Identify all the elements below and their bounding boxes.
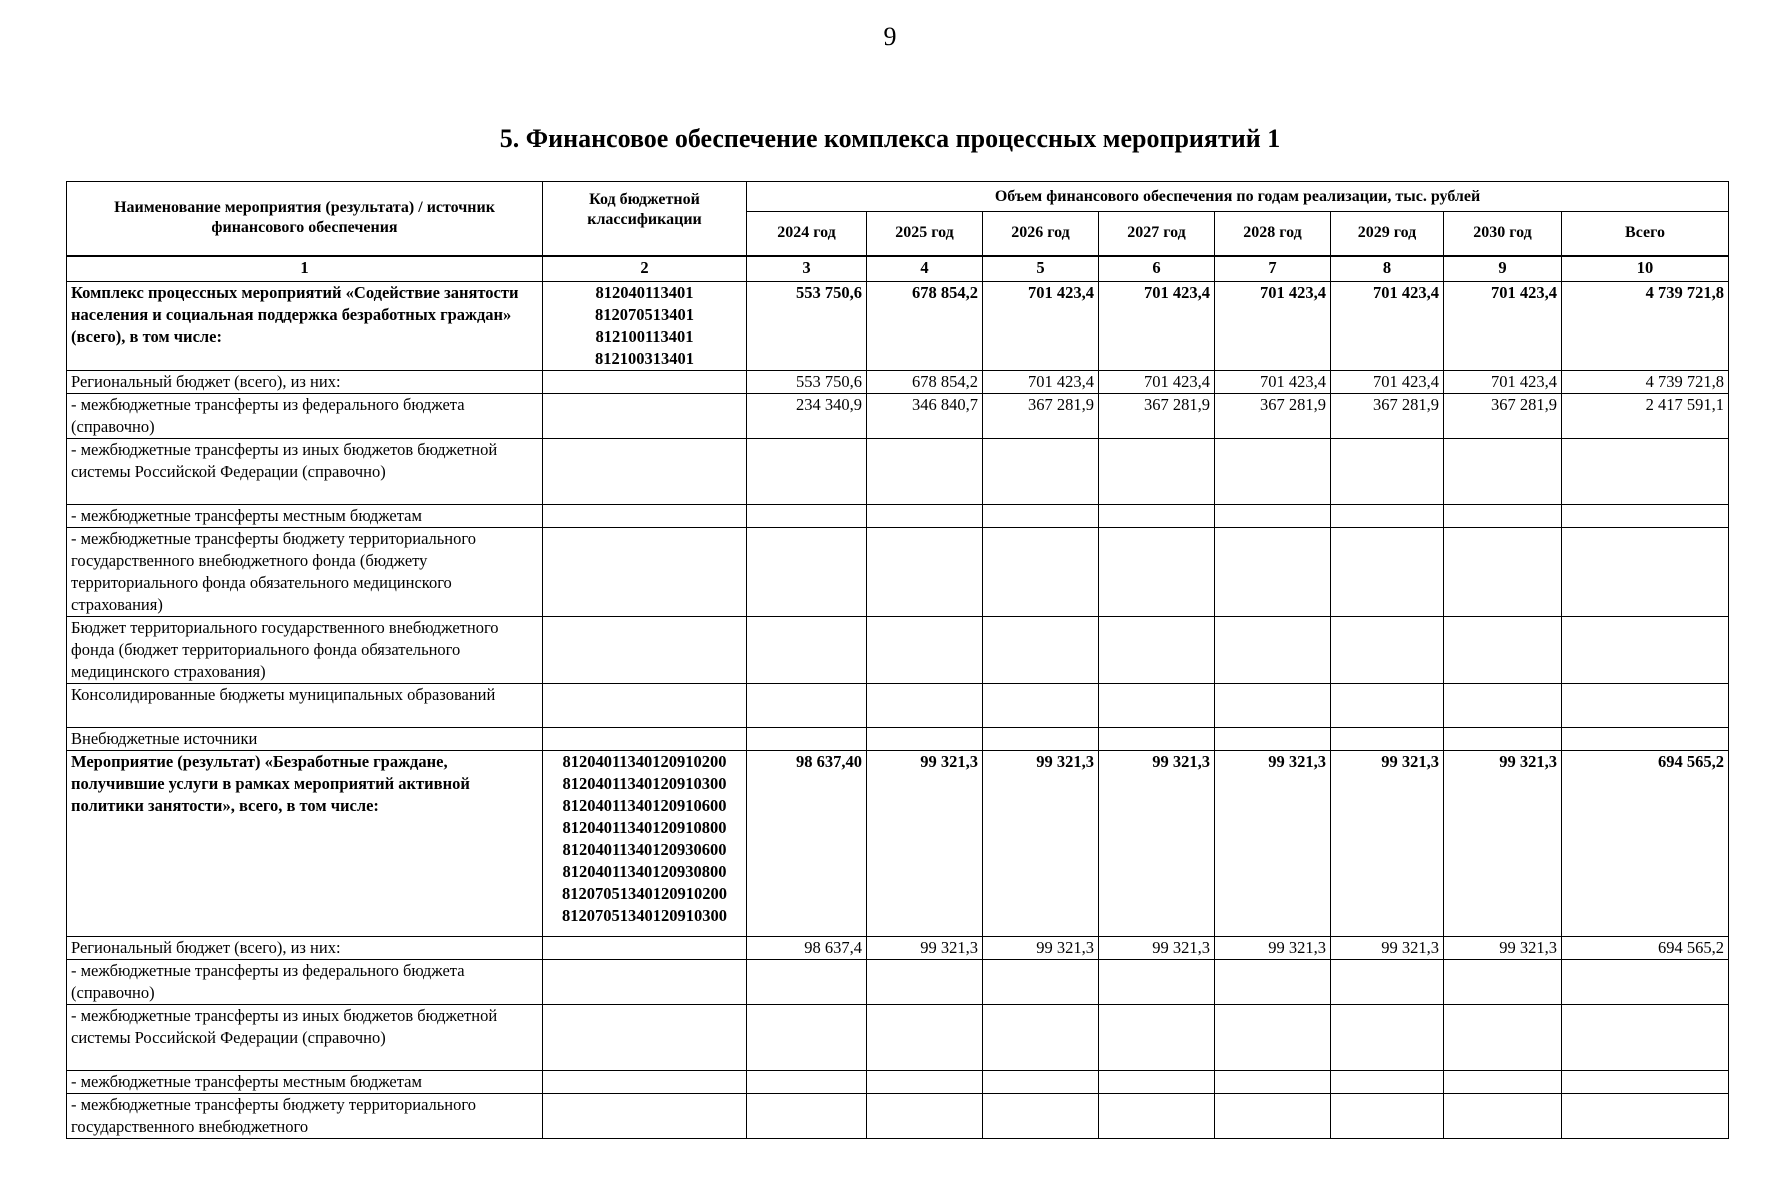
row-code-cell <box>543 370 747 393</box>
table-row <box>67 393 1729 438</box>
row-year-value-cell <box>867 1070 983 1093</box>
budget-code: 81204011340120910300 <box>562 773 727 793</box>
row-year-value-cell: 98 637,4 <box>747 936 867 959</box>
row-year-value-cell: 99 321,3 <box>1215 750 1331 936</box>
row-year-value-cell: 701 423,4 <box>1331 281 1444 370</box>
budget-code: 81204011340120910200 <box>562 751 727 771</box>
table-row <box>67 616 1729 683</box>
row-year-value-cell <box>1444 438 1562 504</box>
row-total-cell: 694 565,2 <box>1562 936 1729 959</box>
column-number: 3 <box>747 256 867 282</box>
row-year-value-cell: 701 423,4 <box>1331 370 1444 393</box>
row-name-cell: Бюджет территориального государственного внебюджетного фонда (бюджет территориального фонда обязательного медицинского страхования) <box>67 616 543 683</box>
row-year-value-cell <box>867 727 983 750</box>
row-year-value-cell <box>1215 683 1331 727</box>
table-row <box>67 1070 1729 1093</box>
row-year-value-cell <box>1444 1070 1562 1093</box>
row-total-cell <box>1562 504 1729 527</box>
column-number: 10 <box>1562 256 1729 282</box>
row-year-value-cell <box>1099 1093 1215 1138</box>
budget-code: 812070513401 <box>595 304 694 324</box>
column-number: 6 <box>1099 256 1215 282</box>
budget-code: 81207051340120910300 <box>562 905 727 925</box>
row-year-value-cell: 99 321,3 <box>1099 936 1215 959</box>
row-name-cell: - межбюджетные трансферты местным бюджетам <box>67 1070 543 1093</box>
row-year-value-cell: 701 423,4 <box>1215 281 1331 370</box>
row-year-value-cell <box>983 1004 1099 1070</box>
row-year-value-cell: 98 637,40 <box>747 750 867 936</box>
row-name-cell: - межбюджетные трансферты из федерального бюджета (справочно) <box>67 959 543 1004</box>
row-year-value-cell <box>867 683 983 727</box>
budget-code: 81204011340120930600 <box>562 839 727 859</box>
table-row <box>67 370 1729 393</box>
row-year-value-cell: 99 321,3 <box>1331 936 1444 959</box>
header-year-2030: 2030 год <box>1444 212 1562 256</box>
row-year-value-cell: 99 321,3 <box>1444 750 1562 936</box>
row-code-cell <box>543 527 747 616</box>
column-number: 4 <box>867 256 983 282</box>
row-total-cell: 4 739 721,8 <box>1562 281 1729 370</box>
row-year-value-cell <box>983 683 1099 727</box>
row-year-value-cell <box>983 1093 1099 1138</box>
header-year-2029: 2029 год <box>1331 212 1444 256</box>
row-year-value-cell <box>983 1070 1099 1093</box>
row-code-cell <box>543 393 747 438</box>
row-year-value-cell <box>1099 959 1215 1004</box>
row-total-cell <box>1562 683 1729 727</box>
row-total-cell <box>1562 527 1729 616</box>
row-year-value-cell: 553 750,6 <box>747 281 867 370</box>
row-year-value-cell <box>1099 616 1215 683</box>
column-number: 9 <box>1444 256 1562 282</box>
financing-table <box>66 181 1729 1139</box>
row-total-cell <box>1562 1093 1729 1138</box>
row-year-value-cell <box>983 616 1099 683</box>
row-code-cell <box>543 683 747 727</box>
row-year-value-cell <box>1215 527 1331 616</box>
row-name-cell: - межбюджетные трансферты местным бюджетам <box>67 504 543 527</box>
row-year-value-cell: 678 854,2 <box>867 281 983 370</box>
row-year-value-cell <box>983 504 1099 527</box>
row-year-value-cell: 99 321,3 <box>867 936 983 959</box>
row-total-cell <box>1562 438 1729 504</box>
row-name-cell: - межбюджетные трансферты из иных бюджетов бюджетной системы Российской Федерации (справочно) <box>67 1004 543 1070</box>
budget-code: 812100313401 <box>595 348 694 368</box>
row-year-value-cell <box>1331 616 1444 683</box>
row-year-value-cell: 701 423,4 <box>983 370 1099 393</box>
row-total-cell: 2 417 591,1 <box>1562 393 1729 438</box>
row-year-value-cell <box>1215 1070 1331 1093</box>
table-row <box>67 527 1729 616</box>
row-year-value-cell <box>867 616 983 683</box>
row-year-value-cell: 99 321,3 <box>1099 750 1215 936</box>
row-year-value-cell: 99 321,3 <box>983 750 1099 936</box>
row-year-value-cell <box>1331 1093 1444 1138</box>
header-code-column: Код бюджетной классификации <box>543 182 747 256</box>
row-code-cell <box>543 281 747 370</box>
row-year-value-cell: 367 281,9 <box>1444 393 1562 438</box>
table-row <box>67 504 1729 527</box>
budget-code: 812100113401 <box>595 326 694 346</box>
row-code-cell <box>543 504 747 527</box>
row-year-value-cell <box>1331 1004 1444 1070</box>
row-year-value-cell <box>747 438 867 504</box>
table-row <box>67 438 1729 504</box>
row-year-value-cell <box>1215 504 1331 527</box>
table-row <box>67 1004 1729 1070</box>
row-year-value-cell <box>867 504 983 527</box>
row-year-value-cell <box>747 727 867 750</box>
row-code-cell <box>543 750 747 936</box>
row-code-cell <box>543 936 747 959</box>
row-year-value-cell <box>867 438 983 504</box>
row-year-value-cell <box>867 959 983 1004</box>
row-total-cell: 694 565,2 <box>1562 750 1729 936</box>
row-year-value-cell: 367 281,9 <box>983 393 1099 438</box>
row-year-value-cell: 678 854,2 <box>867 370 983 393</box>
row-year-value-cell: 701 423,4 <box>1099 281 1215 370</box>
column-number: 7 <box>1215 256 1331 282</box>
row-year-value-cell: 701 423,4 <box>983 281 1099 370</box>
budget-code: 81204011340120930800 <box>562 861 727 881</box>
row-name-cell: - межбюджетные трансферты из иных бюджетов бюджетной системы Российской Федерации (справочно) <box>67 438 543 504</box>
row-year-value-cell: 234 340,9 <box>747 393 867 438</box>
row-year-value-cell <box>747 616 867 683</box>
header-name-column: Наименование мероприятия (результата) / источник финансового обеспечения <box>67 182 543 256</box>
header-year-2027: 2027 год <box>1099 212 1215 256</box>
row-year-value-cell: 99 321,3 <box>1215 936 1331 959</box>
row-year-value-cell <box>747 959 867 1004</box>
row-year-value-cell <box>1444 727 1562 750</box>
row-year-value-cell <box>1099 527 1215 616</box>
row-year-value-cell <box>1331 1070 1444 1093</box>
row-year-value-cell <box>867 1004 983 1070</box>
row-year-value-cell <box>1099 504 1215 527</box>
header-volume-group: Объем финансового обеспечения по годам реализации, тыс. рублей <box>747 182 1729 212</box>
row-year-value-cell: 701 423,4 <box>1215 370 1331 393</box>
row-year-value-cell <box>1215 959 1331 1004</box>
row-name-cell: - межбюджетные трансферты бюджету территориального государственного внебюджетного фонда (бюджету территориального фонда обязательного медицинского страхования) <box>67 527 543 616</box>
row-total-cell <box>1562 1004 1729 1070</box>
table-row <box>67 281 1729 370</box>
budget-code: 812040113401 <box>595 282 694 302</box>
header-year-2028: 2028 год <box>1215 212 1331 256</box>
row-year-value-cell <box>1331 504 1444 527</box>
row-name-cell: - межбюджетные трансферты из федерального бюджета (справочно) <box>67 393 543 438</box>
row-year-value-cell: 99 321,3 <box>1444 936 1562 959</box>
row-year-value-cell: 701 423,4 <box>1099 370 1215 393</box>
row-year-value-cell <box>1215 1004 1331 1070</box>
budget-code: 81204011340120910600 <box>562 795 727 815</box>
row-name-cell: Комплекс процессных мероприятий «Содействие занятости населения и социальная поддержка безработных граждан» (всего), в том числе: <box>67 281 543 370</box>
row-year-value-cell: 701 423,4 <box>1444 370 1562 393</box>
row-year-value-cell <box>1444 683 1562 727</box>
row-year-value-cell <box>1331 438 1444 504</box>
row-year-value-cell <box>1215 616 1331 683</box>
row-name-cell: Внебюджетные источники <box>67 727 543 750</box>
column-number: 1 <box>67 256 543 282</box>
table-row <box>67 936 1729 959</box>
row-code-cell <box>543 959 747 1004</box>
header-year-2025: 2025 год <box>867 212 983 256</box>
row-year-value-cell <box>747 1004 867 1070</box>
budget-code: 81204011340120910800 <box>562 817 727 837</box>
row-year-value-cell <box>747 527 867 616</box>
table-row <box>67 959 1729 1004</box>
row-code-cell <box>543 727 747 750</box>
row-year-value-cell <box>983 527 1099 616</box>
row-code-cell <box>543 438 747 504</box>
row-year-value-cell: 99 321,3 <box>867 750 983 936</box>
row-year-value-cell <box>867 1093 983 1138</box>
row-year-value-cell: 367 281,9 <box>1331 393 1444 438</box>
row-year-value-cell <box>1099 1070 1215 1093</box>
row-year-value-cell <box>1215 438 1331 504</box>
header-total: Всего <box>1562 212 1729 256</box>
row-total-cell <box>1562 1070 1729 1093</box>
column-number: 2 <box>543 256 747 282</box>
row-year-value-cell <box>1444 527 1562 616</box>
row-code-cell <box>543 1070 747 1093</box>
table-row <box>67 683 1729 727</box>
row-year-value-cell <box>1099 727 1215 750</box>
row-year-value-cell: 99 321,3 <box>1331 750 1444 936</box>
row-year-value-cell <box>1215 1093 1331 1138</box>
row-year-value-cell <box>1331 959 1444 1004</box>
row-year-value-cell <box>747 683 867 727</box>
row-year-value-cell <box>747 504 867 527</box>
row-year-value-cell <box>747 1093 867 1138</box>
row-year-value-cell: 553 750,6 <box>747 370 867 393</box>
row-year-value-cell <box>1444 504 1562 527</box>
row-year-value-cell <box>1444 1004 1562 1070</box>
row-year-value-cell <box>1099 438 1215 504</box>
table-row <box>67 1093 1729 1138</box>
row-year-value-cell <box>867 527 983 616</box>
row-total-cell <box>1562 727 1729 750</box>
row-year-value-cell <box>1331 727 1444 750</box>
row-name-cell: - межбюджетные трансферты бюджету территориального государственного внебюджетного <box>67 1093 543 1138</box>
row-code-cell <box>543 616 747 683</box>
row-year-value-cell: 701 423,4 <box>1444 281 1562 370</box>
section-title: 5. Финансовое обеспечение комплекса процессных мероприятий 1 <box>499 124 1281 153</box>
table-row <box>67 750 1729 936</box>
row-code-cell <box>543 1004 747 1070</box>
row-year-value-cell: 367 281,9 <box>1215 393 1331 438</box>
row-year-value-cell: 346 840,7 <box>867 393 983 438</box>
row-year-value-cell <box>1099 1004 1215 1070</box>
row-year-value-cell <box>1331 683 1444 727</box>
row-year-value-cell <box>983 727 1099 750</box>
column-number: 8 <box>1331 256 1444 282</box>
table-row <box>67 727 1729 750</box>
row-name-cell: Региональный бюджет (всего), из них: <box>67 936 543 959</box>
row-year-value-cell <box>983 438 1099 504</box>
row-year-value-cell: 99 321,3 <box>983 936 1099 959</box>
row-total-cell <box>1562 616 1729 683</box>
row-year-value-cell <box>1444 959 1562 1004</box>
header-year-2024: 2024 год <box>747 212 867 256</box>
row-year-value-cell <box>1215 727 1331 750</box>
page-number: 9 <box>883 22 897 51</box>
column-number: 5 <box>983 256 1099 282</box>
row-year-value-cell <box>747 1070 867 1093</box>
row-year-value-cell <box>1444 616 1562 683</box>
row-year-value-cell: 367 281,9 <box>1099 393 1215 438</box>
row-total-cell <box>1562 959 1729 1004</box>
row-name-cell: Мероприятие (результат) «Безработные граждане, получившие услуги в рамках мероприятий активной политики занятости», всего, в том числе: <box>67 750 543 936</box>
row-total-cell: 4 739 721,8 <box>1562 370 1729 393</box>
row-year-value-cell <box>1099 683 1215 727</box>
row-year-value-cell <box>1444 1093 1562 1138</box>
budget-code: 81207051340120910200 <box>562 883 727 903</box>
row-name-cell: Консолидированные бюджеты муниципальных образований <box>67 683 543 727</box>
row-code-cell <box>543 1093 747 1138</box>
row-year-value-cell <box>1331 527 1444 616</box>
column-numbers-row <box>67 256 1729 282</box>
row-year-value-cell <box>983 959 1099 1004</box>
row-name-cell: Региональный бюджет (всего), из них: <box>67 370 543 393</box>
header-year-2026: 2026 год <box>983 212 1099 256</box>
